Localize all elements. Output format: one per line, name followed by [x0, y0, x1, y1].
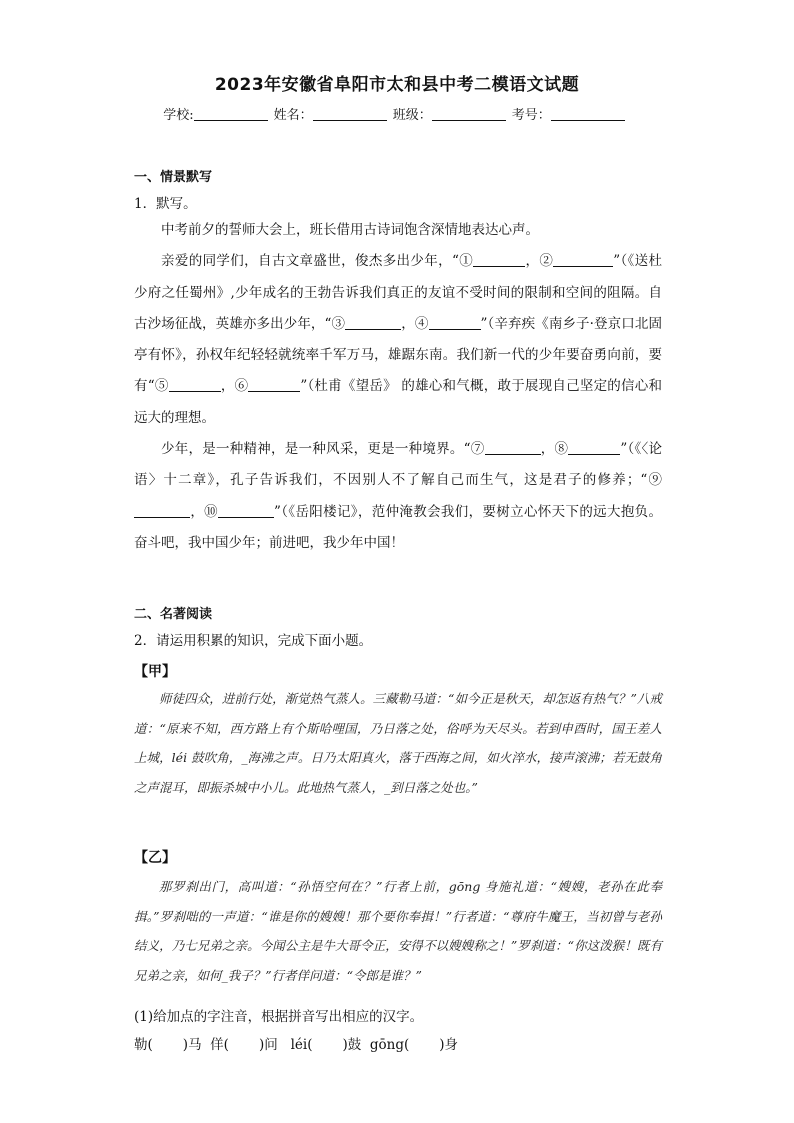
- class-blank[interactable]: [432, 108, 506, 121]
- question-1: 1．默写。: [134, 196, 197, 212]
- question-2: 2．请运用积累的知识，完成下面小题。: [134, 633, 373, 649]
- excerpt-b-label: 【乙】: [134, 850, 176, 866]
- blank-5[interactable]: [169, 378, 221, 392]
- blank-3[interactable]: [345, 316, 401, 330]
- exam-number-label: 考号：: [511, 108, 551, 123]
- excerpt-a-text: 师徒四众，进前行处，渐觉热气蒸人。三藏勒马道：“如今正是秋天，却怎返有热气？”八戒道：“原来不知，西方路上有个斯哈哩国，乃日落之处，俗呼为天尽头。若到申酉时，国王差人上城，léi 鼓吹角，_海沸之声。日乃太阳真火，落于西海之间，如火淬水，接声滚沸；若无鼓角之声混耳，即振杀城中小儿。此地热气蒸人，_到日落之处也。”: [134, 691, 662, 796]
- sub-question-1: (1)给加点的字注音，根据拼音写出相应的汉字。: [134, 1009, 424, 1025]
- name-blank[interactable]: [313, 108, 387, 121]
- section-heading-1: 一、情景默写: [134, 170, 213, 185]
- name-label: 姓名：: [273, 108, 313, 123]
- blank-1[interactable]: [473, 253, 525, 267]
- passage-paragraph-3: 少年，是一种精神，是一种风采，更是一种境界。“⑦ ，⑧ ”（《〈论语〉十二章》，孔子告诉我们，不因别人不了解自己而生气，这是君子的修养；“⑨，⑩ ”（《岳阳楼记》，范仲淹教会我们，要树立心怀天下的远大抱负。奋斗吧，我中国少年；前进吧，我少年中国！: [134, 441, 663, 551]
- blank-8[interactable]: [568, 441, 620, 455]
- section-heading-2: 二、名著阅读: [134, 607, 213, 622]
- class-label: 班级：: [392, 108, 432, 123]
- excerpt-a-label: 【甲】: [134, 664, 176, 680]
- student-info-line: [0, 104, 794, 123]
- blank-9[interactable]: [134, 504, 190, 518]
- exam-title: 2023年安徽省阜阳市太和县中考二模语文试题: [214, 75, 580, 95]
- pinyin-answer-line[interactable]: 勒( )马 佯( )问 léi( )鼓 gōng( )身: [134, 1037, 459, 1053]
- school-blank[interactable]: [194, 108, 268, 121]
- blank-7[interactable]: [485, 441, 541, 455]
- passage-paragraph-2: 亲爱的同学们，自古文章盛世，俊杰多出少年，“① ，② ”（《送杜少府之任蜀州》,少年成名的王勃告诉我们真正的友谊不受时间的限制和空间的阻隔。自古沙场征战，英雄亦多出少年，“③ ，④ ”（辛弃疾《南乡子·登京口北固亭有怀》，孙权年纪轻轻就统率千军万马，雄踞东南。我们新一代的少年要奋勇向前，要有“⑤ ，⑥ ”（杜甫《望岳》 的雄心和气概，敢于展现自己坚定的信心和远大的理想。: [134, 253, 663, 426]
- question-1-passage: [134, 215, 662, 559]
- exam-number-blank[interactable]: [551, 108, 625, 121]
- blank-4[interactable]: [429, 316, 481, 330]
- excerpt-b-text: 那罗刹出门，高叫道：“孙悟空何在？”行者上前，gōng 身施礼道：“嫂嫂，老孙在此奉揖。”罗刹咄的一声道：“谁是你的嫂嫂！那个要你奉揖！”行者道：“尊府牛魔王，当初曾与老孙结义，乃七兄弟之亲。今闻公主是牛大哥令正，安得不以嫂嫂称之！”罗刹道：“你这泼猴！既有兄弟之亲，如何_我子？”行者佯问道：“令郎是谁？”: [134, 879, 662, 984]
- school-label: 学校:: [163, 108, 194, 123]
- blank-2[interactable]: [553, 253, 613, 267]
- blank-10[interactable]: [218, 504, 274, 518]
- passage-paragraph-1: 中考前夕的誓师大会上，班长借用古诗词饱含深情地表达心声。: [161, 222, 539, 238]
- blank-6[interactable]: [248, 378, 300, 392]
